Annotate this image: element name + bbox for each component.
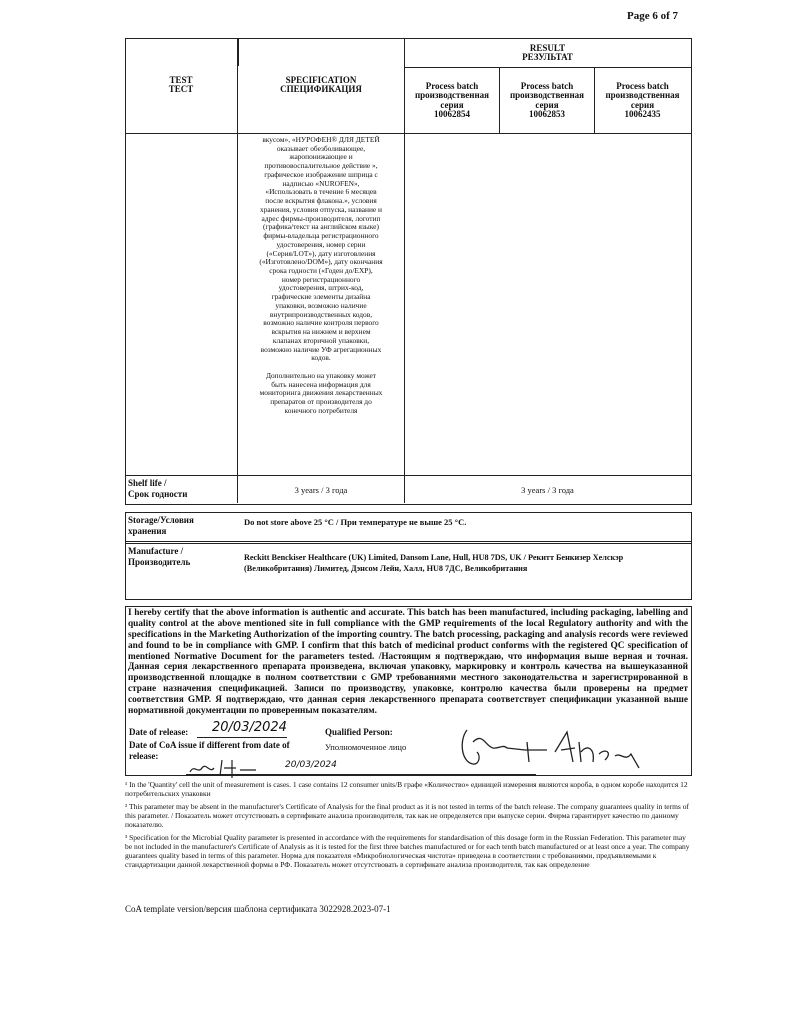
specification-line: графические элементы дизайна (271, 292, 371, 302)
footnote-3: ³ Specification for the Microbial Quality parameter is presented in accordance with the requirements for standardisation of this dosage form in the Russian Federation. This parameter may be not included in the manufacturer's Certificate of Analysis as it is tested for the first three batches manufactured or for each tenth batch manufactured or at least once a year. The company guarantees quality based in terms of this parameter. Норма для показателя «Микробиологическая чистота» приведена в соответствии с требованиями, предъявляемыми к стандартизации данной лекарственной формы в РФ. Показатель может отсутствовать в сертификате анализа производителя, так как определение (125, 833, 690, 869)
manufacture-value: Reckitt Benckiser Healthcare (UK) Limited, Dansom Lane, Hull, HU8 7DS, UK / Рекитт Бенкизер Хелскэр (Великобритания) Лимитед, Дэнсом Лейн, Халл, HU8 7ДС, Великобритания (244, 553, 624, 573)
specification-line: графическое изображение шприца с (264, 169, 378, 179)
template-version: CoA template version/версия шаблона сертификата 3022928.2023-07-1 (125, 904, 391, 914)
batch-header-1: Process batch производственная серия 10062854 (414, 81, 490, 120)
storage-label: Storage/Условия хранения (128, 515, 194, 537)
specification-line: после вскрытия флакона.», условия (265, 196, 377, 206)
footnote-1: ¹ In the 'Quantity' cell the unit of measurement is cases. 1 case contains 12 consumer units/В графе «Количество» единицей измерения являются коробa, в одном коробе находится 12 потребительских упаковки (125, 780, 688, 798)
shelf-life-label: Shelf life / Срок годности (128, 478, 188, 499)
specification-line: возможно наличие УФ агрегационных (260, 344, 382, 354)
specification-line: противовоспалительное действие », (264, 161, 378, 171)
specification-line: вкусом», «НУРОФЕН® ДЛЯ ДЕТЕЙ (262, 135, 380, 144)
qualified-person-ru: Уполномоченное лицо (325, 742, 407, 752)
shelf-life-spec: 3 years / 3 года (294, 485, 348, 495)
coa-issue-date-handwritten: 20/03/2024 (285, 760, 337, 770)
specification-text (238, 136, 404, 416)
specification-line: хранения, условия отпуска, название и (260, 204, 382, 214)
specification-line: Дополнительно на упаковку может (265, 370, 377, 380)
date-of-release-label: Date of release: (129, 727, 189, 737)
specification-line: препаратов от производителя до (270, 397, 372, 407)
result-header: RESULT РЕЗУЛЬТАТ (522, 43, 573, 63)
coa-issue-label: Date of CoA issue if different from date of release: (129, 740, 290, 761)
specification-line: возможно наличие контроля первого (263, 318, 379, 328)
batch-header-3: Process batch производственная серия 10062435 (605, 81, 680, 120)
storage-value: Do not store above 25 °C / При температуре не выше 25 °C. (244, 517, 467, 527)
specification-line: фирмы-владельца регистрационного (263, 231, 379, 241)
qualified-person-label: Qualified Person: (325, 727, 393, 737)
specification-line: быть нанесена информация для (271, 379, 371, 389)
shelf-life-result: 3 years / 3 года (521, 485, 574, 495)
date-of-release-handwritten: 20/03/2024 (212, 720, 287, 735)
specification-line: удостоверения, номер серии (276, 239, 366, 249)
page-number: Page 6 of 7 (627, 10, 679, 22)
test-header: TEST ТЕСТ (168, 75, 194, 95)
manufacture-label: Manufacture / Производитель (128, 546, 191, 568)
specification-line: вскрытия на нижнем и верхнем (271, 327, 371, 337)
specification-line: надписью «NUROFEN», (282, 178, 360, 188)
specification-line: адрес фирмы-производителя, логотип (261, 213, 381, 223)
specification-line: срока годности («Годен до/EXP), (269, 266, 373, 276)
specification-line: («Серия/LOT»), дату изготовления (266, 248, 376, 258)
specification-line: конечного потребителя (284, 405, 358, 415)
specification-header: SPECIFICATION СПЕЦИФИКАЦИЯ (280, 75, 362, 95)
specification-line: внутрипроизводственных кодов, (269, 309, 373, 319)
specification-line: номер регистрационного (281, 274, 361, 284)
certification-text: I hereby certify that the above information is authentic and accurate. This batch has been manufactured, including packaging, labelling and quality control at the above mentioned site in full compliance with the GMP requirements of the local Regulatory authority and with the specifications in the Marketing Authorization of the importing country. The batch processing, packaging and analysis records were reviewed and found to be in compliance with GMP. I confirm that this batch of medicinal product conforms with the registered QC specification of mentioned Normative Document for the parameters tested. /Настоящим я подтверждаю, что информация выше верная и точная. Данная серия лекарственного препарата произведена, включая упаковку, маркировку и контроль качества на вышеуказанной производственной площадке в полном соответствии с GMP требованиями местного законодательства и зарегистрированной в стране назначения спецификацией. Записи по производству, упаковке, контролю качества были проверены на предмет соответствия GMP. Я подтверждаю, что данная серия лекарственного препарата соответствует спецификации указанной выше нормативной документации по проверенным показателям. (128, 608, 688, 716)
specification-line: кодов. (311, 353, 331, 363)
issuer-signature (186, 756, 276, 780)
qp-signature (455, 722, 645, 777)
specification-line: клапанах вторичной упаковки, (272, 335, 370, 345)
specification-line: («Изготовлено/DOM»), дату окончания (259, 257, 383, 267)
specification-line: упаковки, возможно наличие (275, 300, 367, 310)
footnote-2: ² This parameter may be absent in the manufacturer's Certificate of Analysis for the final product as it is not tested in terms of the batch release. The company guarantees quality in terms of this parameter. / Показатель может отсутствовать в сертификате анализа производителя, так как не определяется при выпуске серии. Фирма гарантирует качество по данному показателю. (125, 802, 689, 829)
specification-line: мониторинга движения лекарственных (259, 388, 383, 398)
specification-line: оказывает обезболивающее, (276, 143, 366, 153)
specification-line: удостоверения, штрих-код, (278, 283, 364, 293)
specification-line: жаропонижающее и (289, 152, 353, 162)
specification-line: «Использовать в течение 6 месяцев (265, 187, 377, 197)
batch-header-2: Process batch производственная серия 10062853 (509, 81, 585, 120)
specification-line: (графика/текст на английском языке) (263, 222, 379, 232)
